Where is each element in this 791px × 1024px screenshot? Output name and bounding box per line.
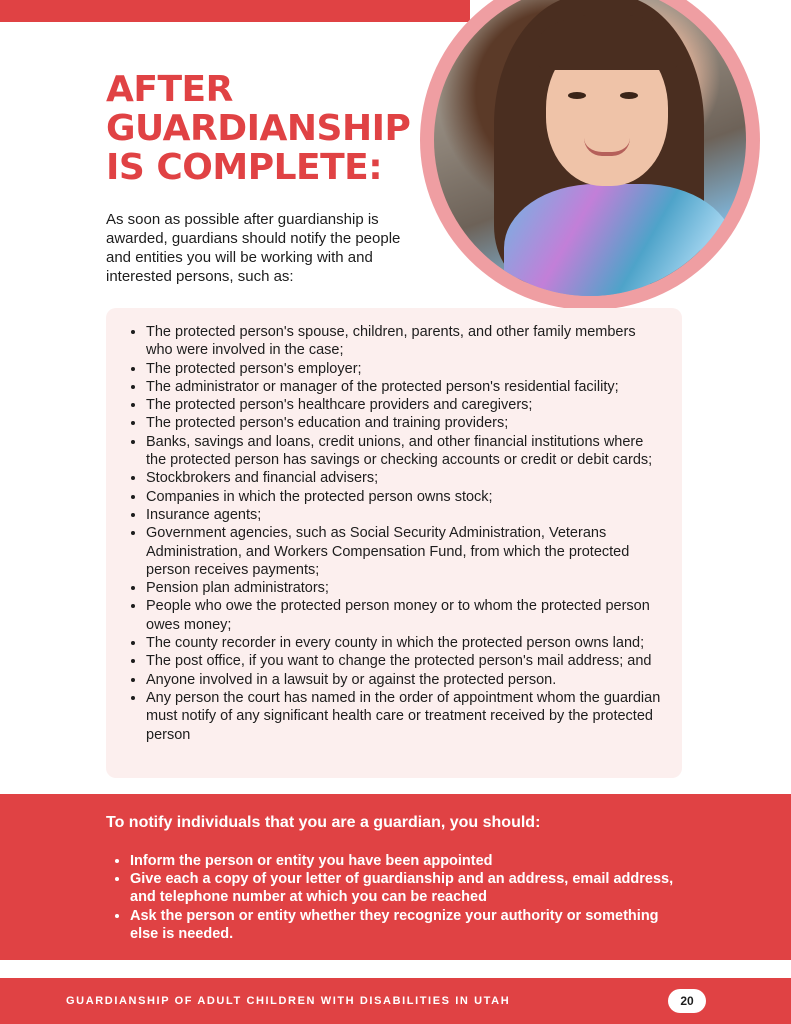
list-item: • The post office, if you want to change the protected person's mail address; and [146,652,662,670]
title-line: AFTER [106,69,233,110]
list-item: • The protected person's spouse, children, parents, and other family members who were involved in the case; [146,323,662,360]
page-title [106,70,410,187]
list-item: • Pension plan administrators; [146,579,662,597]
list-item: • The county recorder in every county in which the protected person owns land; [146,634,662,652]
list-item: • Any person the court has named in the order of appointment whom the guardian must notify of any significant health care or treatment received by the protected person [146,689,662,744]
list-item: • Companies in which the protected person owns stock; [146,488,662,506]
title-line: GUARDIANSHIP [106,108,411,149]
list-item: • Banks, savings and loans, credit unions, and other financial institutions where the protected person has savings or checking accounts or credit or debit cards; [146,433,662,470]
list-item: • The administrator or manager of the protected person's residential facility; [146,378,662,396]
step-item: • Ask the person or entity whether they recognize your authority or something else is needed. [130,907,690,943]
page-number-badge: 20 [668,989,706,1013]
intro-paragraph: As soon as possible after guardianship is awarded, guardians should notify the people and entities you will be working with and interested persons, such as: [106,211,401,285]
portrait-photo-frame [420,0,760,310]
title-line: IS COMPLETE: [106,147,383,188]
list-item: • The protected person's employer; [146,360,662,378]
list-item: • Anyone involved in a lawsuit by or against the protected person. [146,671,662,689]
portrait-photo [434,0,746,296]
footer-title: GUARDIANSHIP OF ADULT CHILDREN WITH DISABILITIES IN UTAH [66,995,511,1007]
how-to-notify-section [0,794,791,960]
notify-list-card [106,308,682,778]
list-item: • The protected person's healthcare providers and caregivers; [146,396,662,414]
list-item: • Stockbrokers and financial advisers; [146,469,662,487]
list-item: • The protected person's education and training providers; [146,414,662,432]
page-footer [0,978,791,1024]
top-accent-bar [0,0,470,22]
steps-list [106,852,690,943]
section-heading: To notify individuals that you are a guardian, you should: [106,814,541,831]
list-item: • Insurance agents; [146,506,662,524]
step-item: • Inform the person or entity you have been appointed [130,852,690,870]
list-item: • Government agencies, such as Social Security Administration, Veterans Administration, and Workers Compensation Fund, from which the protected person receives payments; [146,524,662,579]
list-item: • People who owe the protected person money or to whom the protected person owes money; [146,597,662,634]
step-item: • Give each a copy of your letter of guardianship and an address, email address, and telephone number at which you can be reached [130,870,690,906]
notify-list [106,308,682,744]
